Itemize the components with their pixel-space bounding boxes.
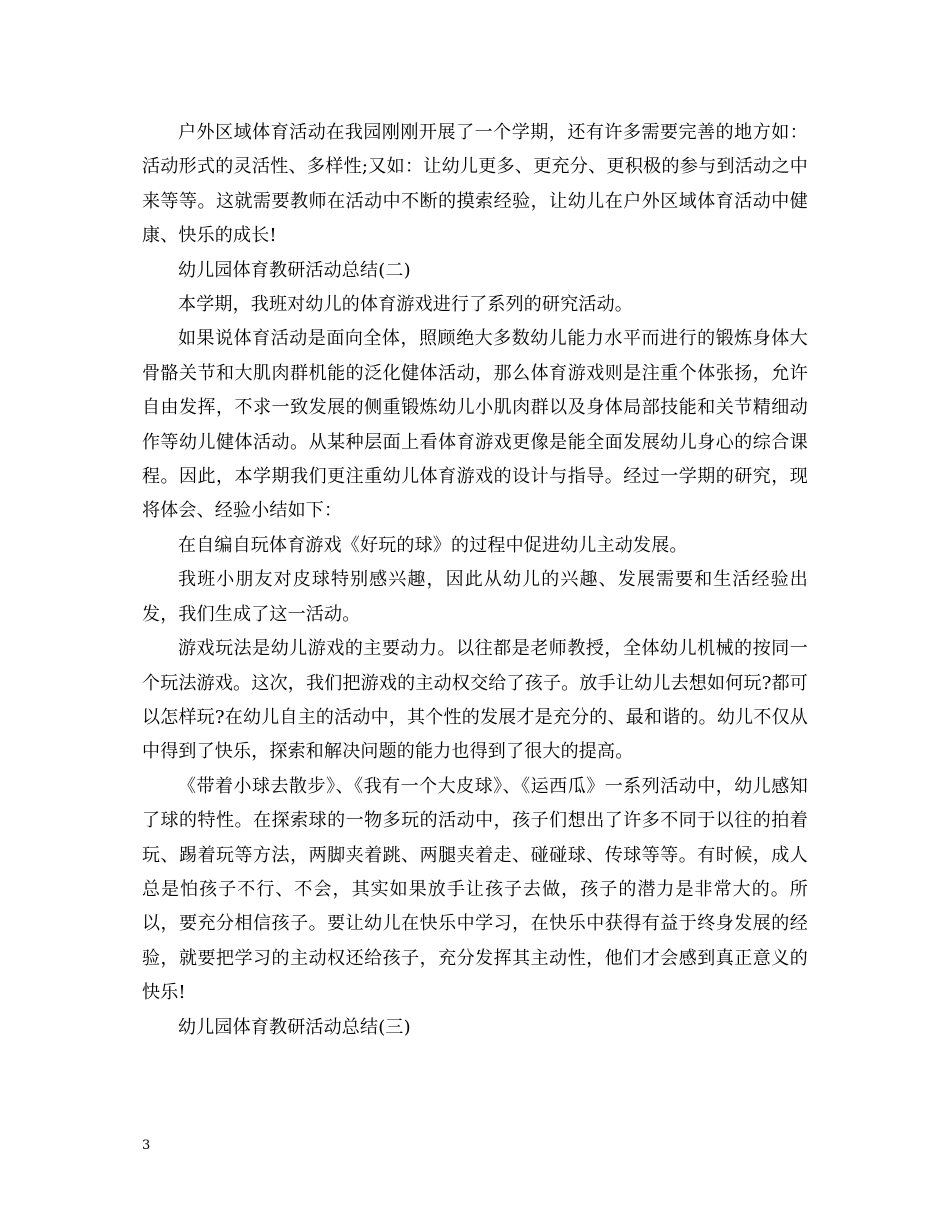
paragraph-ball-activities: 《带着小球去散步》、《我有一个大皮球》、《运西瓜》一系列活动中，幼儿感知了球的特性。在探索球的一物多玩的活动中，孩子们想出了许多不同于以往的拍着玩、踢着玩等方法，两脚夹着跳、两腿夹着走、碰碰球、传球等等。有时候，成人总是怕孩子不行、不会，其实如果放手让孩子去做，孩子的潜力是非常大的。所以，要充分相信孩子。要让幼儿在快乐中学习，在快乐中获得有益于终身发展的经验，就要把学习的主动权还给孩子，充分发挥其主动性，他们才会感到真正意义的快乐! bbox=[142, 775, 808, 1004]
section-heading-two: 幼儿园体育教研活动总结(二) bbox=[178, 259, 411, 281]
paragraph-outdoor-summary: 户外区域体育活动在我园刚刚开展了一个学期，还有许多需要完善的地方如：活动形式的灵活性、多样性;又如：让幼儿更多、更充分、更积极的参与到活动之中来等等。这就需要教师在活动中不断的摸索经验，让幼儿在户外区域体育活动中健康、快乐的成长! bbox=[142, 122, 808, 247]
document-body bbox=[142, 116, 808, 1045]
paragraph-ball-interest: 我班小朋友对皮球特别感兴趣，因此从幼儿的兴趣、发展需要和生活经验出发，我们生成了这一活动。 bbox=[142, 569, 808, 625]
paragraph-semester-intro: 本学期，我班对幼儿的体育游戏进行了系列的研究活动。 bbox=[178, 294, 633, 316]
paragraph-sports-definition: 如果说体育活动是面向全体，照顾绝大多数幼儿能力水平而进行的锻炼身体大骨骼关节和大肌肉群机能的泛化健体活动，那么体育游戏则是注重个体张扬，允许自由发挥，不求一致发展的侧重锻炼幼儿小肌肉群以及身体局部技能和关节精细动作等幼儿健体活动。从某种层面上看体育游戏更像是能全面发展幼儿身心的综合课程。因此，本学期我们更注重幼儿体育游戏的设计与指导。经过一学期的研究，现将体会、经验小结如下： bbox=[142, 328, 808, 522]
paragraph-game-play: 游戏玩法是幼儿游戏的主要动力。以往都是老师教授，全体幼儿机械的按同一个玩法游戏。这次，我们把游戏的主动权交给了孩子。放手让幼儿去想如何玩?都可以怎样玩?在幼儿自主的活动中，其个性的发展才是充分的、最和谐的。幼儿不仅从中得到了快乐，探索和解决问题的能力也得到了很大的提高。 bbox=[142, 638, 808, 763]
section-heading-three: 幼儿园体育教研活动总结(三) bbox=[178, 1016, 411, 1038]
paragraph-ball-game-topic: 在自编自玩体育游戏《好玩的球》的过程中促进幼儿主动发展。 bbox=[178, 534, 688, 556]
page-number: 3 bbox=[142, 1138, 151, 1153]
